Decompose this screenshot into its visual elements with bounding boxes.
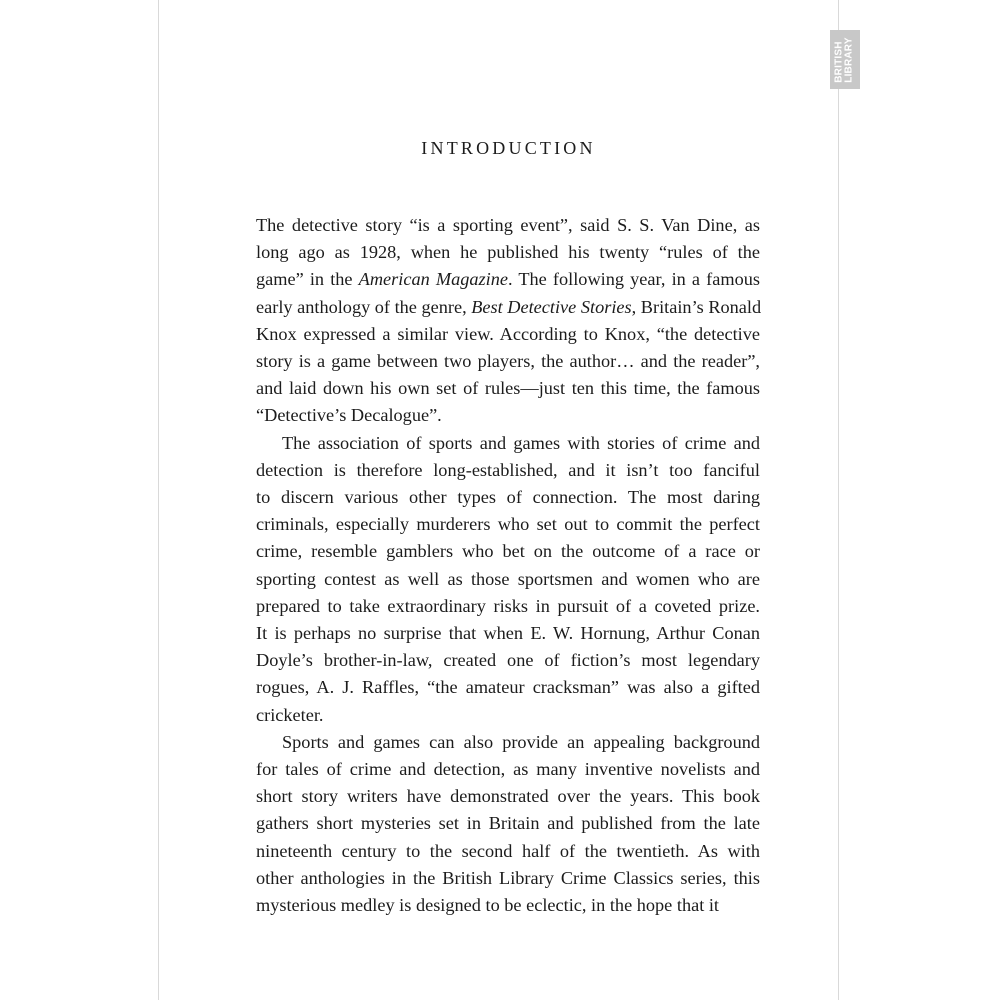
text-line (256, 212, 760, 239)
text-line (256, 838, 760, 865)
text-run: prepared to take extraordinary risks in pursuit of a coveted prize. (256, 595, 760, 616)
paragraph-3 (256, 729, 760, 919)
text-line (256, 756, 760, 783)
italic-title: Best Detective Stories (471, 296, 632, 317)
text-line (256, 783, 760, 810)
text-line (256, 266, 760, 293)
text-run: story is a game between two players, the author… and the reader”, (256, 351, 760, 372)
text-run: crime, resemble gamblers who bet on the outcome of a race or (256, 541, 760, 562)
text-run: rogues, A. J. Raffles, “the amateur cracksman” was also a gifted (256, 677, 760, 698)
text-line (256, 566, 760, 593)
text-line (256, 402, 760, 429)
text-run: and laid down his own set of rules—just ten this time, the famous (256, 378, 760, 399)
text-run: Sports and games can also provide an appealing background (282, 731, 760, 752)
text-run: to discern various other types of connection. The most daring (256, 487, 760, 508)
text-run: , Britain’s Ronald (631, 296, 762, 317)
text-line (256, 375, 760, 402)
logo-line-british: BRITISH (834, 40, 846, 83)
text-line (256, 620, 760, 647)
text-run: cricketer. (256, 704, 324, 725)
text-run: nineteenth century to the second half of the twentieth. As with (256, 840, 760, 861)
text-run: short story writers have demonstrated over the years. This book (256, 786, 760, 807)
text-run: Knox expressed a similar view. According to Knox, “the detective (256, 323, 760, 344)
chapter-heading: INTRODUCTION (421, 138, 596, 158)
text-run: . The following year, in a famous (507, 269, 760, 290)
text-line (256, 430, 760, 457)
text-line (256, 702, 760, 729)
paragraph-1 (256, 212, 760, 430)
text-run: criminals, especially murderers who set out to commit the perfect (256, 514, 760, 535)
text-line (256, 674, 760, 701)
text-line (256, 538, 760, 565)
text-run: mysterious medley is designed to be eclectic, in the hope that it (256, 895, 720, 916)
text-run: for tales of crime and detection, as many inventive novelists and (256, 759, 760, 780)
text-run: gathers short mysteries set in Britain and published from the late (256, 813, 760, 834)
text-line (256, 593, 760, 620)
text-run: long ago as 1928, when he published his twenty “rules of the (256, 242, 760, 263)
text-run: “Detective’s Decalogue”. (256, 405, 442, 426)
text-line (256, 511, 760, 538)
text-line (256, 484, 760, 511)
text-line (256, 348, 760, 375)
text-line (256, 457, 760, 484)
text-line (256, 321, 760, 348)
text-run: The detective story “is a sporting event”, said S. S. Van Dine, as (256, 215, 760, 235)
text-line (256, 865, 760, 892)
text-run: detection is therefore long-established, and it isn’t too fanciful (256, 459, 760, 480)
text-run: Doyle’s brother-in-law, created one of fiction’s most legendary (256, 650, 760, 671)
text-run: The association of sports and games with stories of crime and (282, 432, 760, 453)
text-line (256, 647, 760, 674)
text-line (256, 729, 760, 756)
paragraph-2 (256, 430, 760, 729)
text-run: early anthology of the genre, (256, 296, 472, 317)
text-run: sporting contest as well as those sportsmen and women who are (256, 568, 760, 589)
british-library-logo (830, 30, 860, 89)
text-run: other anthologies in the British Library Crime Classics series, this (256, 867, 760, 888)
body-text (256, 212, 760, 919)
text-run: game” in the (256, 269, 359, 290)
text-run: It is perhaps no surprise that when E. W. Hornung, Arthur Conan (256, 623, 760, 644)
italic-title: American Magazine (358, 269, 508, 290)
logo-line-library: LIBRARY (844, 36, 856, 83)
text-line (256, 294, 760, 321)
text-line (256, 810, 760, 837)
text-line (256, 239, 760, 266)
text-line (256, 892, 760, 919)
